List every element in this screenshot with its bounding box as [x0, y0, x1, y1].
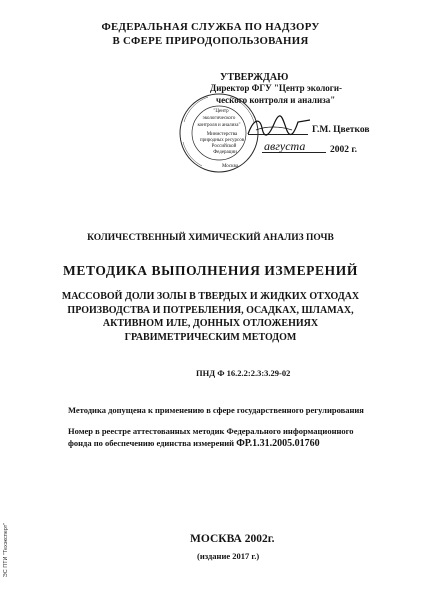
subtitle-line: АКТИВНОМ ИЛЕ, ДОННЫХ ОТЛОЖЕНИЯХ — [102, 318, 319, 329]
vertical-margin-label — [1, 515, 11, 585]
stamp-line-1: "Центр — [213, 109, 229, 114]
handwritten-month: августа — [264, 139, 306, 153]
stamp-line-6: Российской — [211, 144, 237, 149]
registry-note-line-2 — [68, 438, 320, 449]
approver-name: Г.М. Цветков — [312, 125, 370, 135]
agency-line-1: ФЕДЕРАЛЬНАЯ СЛУЖБА ПО НАДЗОРУ — [101, 21, 320, 33]
stamp-bottom: Москва — [221, 164, 239, 169]
document-category: КОЛИЧЕСТВЕННЫЙ ХИМИЧЕСКИЙ АНАЛИЗ ПОЧВ — [87, 233, 334, 243]
stamp-line-2: экологического — [202, 116, 236, 121]
handwritten-date-icon — [262, 137, 328, 155]
city-year: МОСКВА 2002г. — [190, 533, 275, 545]
stamp-line-3: контроля и анализа" — [197, 123, 241, 128]
regulation-note: Методика допущена к применению в сфере государственного регулирования — [68, 405, 364, 415]
agency-header — [0, 20, 421, 48]
approval-date: 2002 г. — [330, 145, 357, 155]
approval-line-2: ческого контроля и анализа" — [216, 95, 336, 105]
stamp-line-5: природных ресурсов — [199, 138, 245, 143]
approval-heading: УТВЕРЖДАЮ — [220, 72, 289, 83]
edition-note: (издание 2017 г.) — [197, 551, 260, 561]
document-title: МЕТОДИКА ВЫПОЛНЕНИЯ ИЗМЕРЕНИЙ — [63, 263, 358, 278]
registry-note-line-1: Номер в реестре аттестованных методик Федерального информационного — [68, 426, 354, 436]
registry-note-prefix: фонда по обеспечению единства измерений — [68, 438, 237, 448]
approval-line-1: Директор ФГУ "Центр экологи- — [210, 83, 343, 93]
registry-number: ФР.1.31.2005.01760 — [236, 438, 320, 449]
stamp-line-4: Министерства — [206, 132, 238, 137]
margin-label-text: ЭС ПТИ "Техэксперт" — [3, 522, 9, 578]
agency-line-2: В СФЕРЕ ПРИРОДОПОЛЬЗОВАНИЯ — [112, 35, 309, 47]
subtitle-line: ГРАВИМЕТРИЧЕСКИМ МЕТОДОМ — [124, 331, 297, 343]
stamp-line-7: Федерации — [213, 150, 237, 155]
subtitle-line: МАССОВОЙ ДОЛИ ЗОЛЫ В ТВЕРДЫХ И ЖИДКИХ ОТХОДАХ — [61, 291, 360, 302]
document-code: ПНД Ф 16.2.2:2.3:3.29-02 — [196, 368, 291, 378]
document-subtitle — [0, 290, 421, 344]
subtitle-line: ПРОИЗВОДСТВА И ПОТРЕБЛЕНИЯ, ОСАДКАХ, ШЛАМАХ, — [67, 304, 354, 316]
